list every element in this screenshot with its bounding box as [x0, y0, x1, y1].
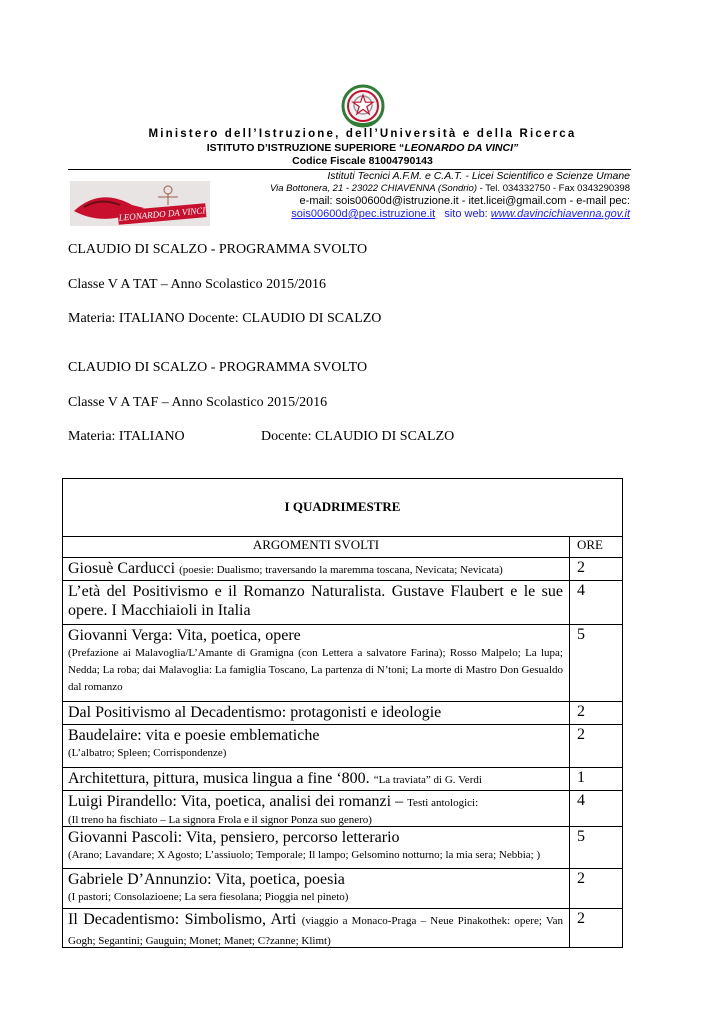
table-row: Gabriele D’Annunzio: Vita, poetica, poesia (I pastori; Consolazioene; La sera fiesolana; Pioggia nel pineto): [68, 871, 349, 903]
institute-types: Istituti Tecnici A.F.M. e C.A.T. - Licei Scientifico e Scienze Umane: [327, 170, 630, 182]
table-row: Giovanni Verga: Vita, poetica, opere (Prefazione ai Malavoglia/L’Amante di Gramigna (con Lettera a salvatore Farina); Rosso Malpelo; La lupa; Nedda; La roba; dai Malavoglia: La famiglia Toscano, La partenza di N’toni; La morte di Mastro Don Gesualdo dal romanzo: [68, 627, 563, 693]
institute-name: ISTITUTO D’ISTRUZIONE SUPERIORE “LEONARDO DA VINCI”: [206, 142, 519, 154]
table-row: Architettura, pittura, musica lingua a fine ‘800. “La traviata” di G. Verdi: [68, 770, 482, 787]
email-line: e-mail: sois00600d@istruzione.it - itet.licei@gmail.com - e-mail pec:: [299, 195, 630, 207]
intro-subject-2: Materia: ITALIANO Docente: CLAUDIO DI SCALZO: [68, 429, 455, 444]
school-logo: [70, 181, 210, 226]
table-row: Baudelaire: vita e poesie emblematiche (L’albatro; Spleen; Corrispondenze): [68, 727, 320, 759]
website-link[interactable]: www.davincichiavenna.gov.it: [490, 208, 630, 220]
column-header-ore: ORE: [577, 537, 603, 552]
intro-heading-2: CLAUDIO DI SCALZO - PROGRAMMA SVOLTO: [68, 360, 368, 375]
table-row: Il Decadentismo: Simbolismo, Arti (viaggio a Monaco-Praga – Neue Pinakothek: opere; Van Gogh; Segantini; Gauguin; Monet; Manet; C?zanne; Klimt): [68, 911, 563, 947]
ore-cell: 5: [577, 626, 585, 643]
table-row: Dal Positivismo al Decadentismo: protagonisti e ideologie: [68, 704, 442, 721]
programma-table: [62, 478, 623, 948]
table-row: Luigi Pirandello: Vita, poetica, analisi dei romanzi – Testi antologici: (Il treno ha fischiato – La signora Frola e il signor Ponza suo genero): [68, 793, 479, 826]
ore-cell: 2: [577, 726, 585, 743]
table-row: L’età del Positivismo e il Romanzo Naturalista. Gustave Flaubert e le sue opere. I Macchiaioli in Italia: [68, 583, 563, 619]
table-row: Giovanni Pascoli: Vita, pensiero, percorso letterario (Arano; Lavandare; X Agosto; L’assiuolo; Temporale; Il lampo; Gelsomino notturno; la mia sera; Nebbia; ): [68, 829, 541, 861]
intro-class-1: Classe V A TAT – Anno Scolastico 2015/2016: [68, 277, 327, 292]
ore-cell: 2: [577, 910, 585, 927]
pec-site-line: sois00600d@pec.istruzione.it sito web: www.davincichiavenna.gov.it: [291, 208, 630, 220]
table-row: Giosuè Carducci (poesie: Dualismo; traversando la maremma toscana, Nevicata; Nevicata): [68, 560, 503, 577]
pec-link[interactable]: sois00600d@pec.istruzione.it: [291, 208, 436, 220]
ore-cell: 1: [577, 769, 585, 786]
ore-cell: 2: [577, 870, 585, 887]
address-line: Via Bottonera, 21 - 23022 CHIAVENNA (Sondrio) - Tel. 034332750 - Fax 0343290398: [269, 183, 630, 194]
logo-text: LEONARDO DA VINCI: [118, 205, 206, 223]
ore-cell: 4: [577, 792, 585, 809]
column-header-argomenti: ARGOMENTI SVOLTI: [252, 537, 380, 552]
intro-class-2: Classe V A TAF – Anno Scolastico 2015/2016: [68, 395, 328, 410]
codice-fiscale: Codice Fiscale 81004790143: [292, 155, 433, 167]
ministry-title: Ministero dell’Istruzione, dell’Università e della Ricerca: [148, 128, 577, 140]
italian-republic-emblem-icon: [341, 84, 385, 128]
ore-cell: 2: [577, 703, 585, 720]
table-title: I QUADRIMESTRE: [284, 499, 401, 514]
intro-subject-1: Materia: ITALIANO Docente: CLAUDIO DI SCALZO: [68, 311, 382, 326]
intro-heading-1: CLAUDIO DI SCALZO - PROGRAMMA SVOLTO: [68, 242, 368, 257]
ore-cell: 2: [577, 559, 585, 576]
ore-cell: 4: [577, 582, 585, 599]
ore-cell: 5: [577, 828, 585, 845]
